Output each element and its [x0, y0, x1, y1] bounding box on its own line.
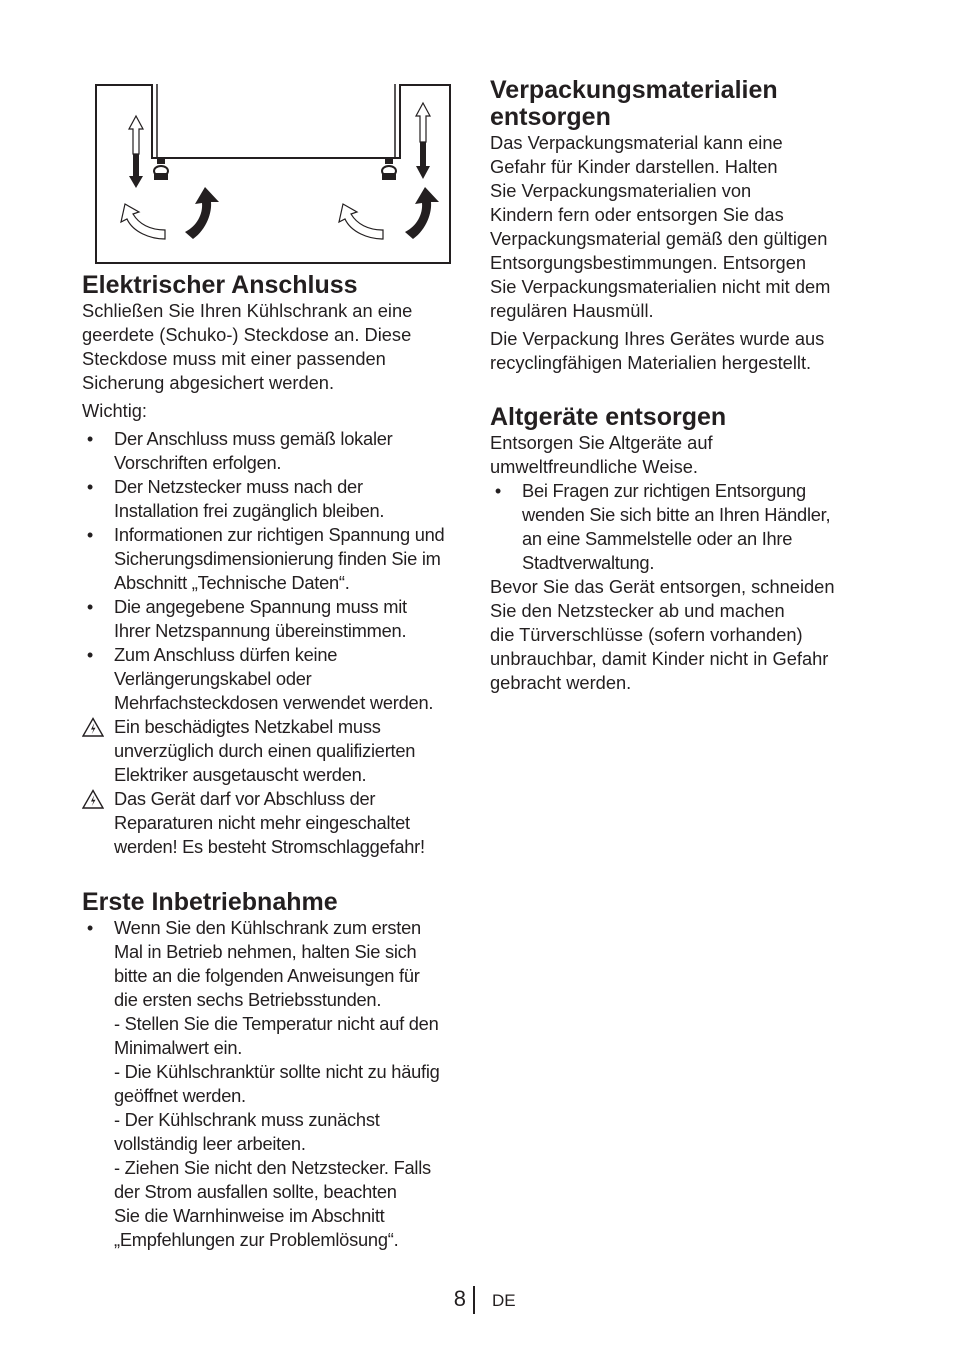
rotate-arrows-left — [121, 187, 219, 239]
list-item: • Bei Fragen zur richtigen Entsorgung wenden Sie sich bitte an Ihren Händler, an eine Sammelstelle oder an Ihre Stadtverwaltung. — [490, 479, 875, 575]
page-number: 8 — [453, 1286, 466, 1311]
list-item: • Zum Anschluss dürfen keine Verlängerungskabel oder Mehrfachsteckdosen verwendet werden. — [82, 643, 467, 715]
warning-triangle-icon — [82, 717, 98, 743]
height-arrow-left — [129, 116, 143, 188]
language-code: DE — [492, 1291, 516, 1310]
height-arrow-right — [416, 103, 430, 179]
warning-triangle-icon — [82, 789, 98, 815]
list-item: • Informationen zur richtigen Spannung und Sicherungsdimensionierung finden Sie im Abschnitt „Technische Daten“. — [82, 523, 467, 595]
packaging-paragraph-2: Die Verpackung Ihres Gerätes wurde aus recyclingfähigen Materialien hergestellt. — [490, 328, 825, 373]
bullet-icon: • — [86, 524, 94, 545]
bullet-icon: • — [86, 917, 94, 938]
important-label: Wichtig: — [82, 400, 148, 421]
list-item: • Wenn Sie den Kühlschrank zum ersten Mal in Betrieb nehmen, halten Sie sich bitte an die folgenden Anweisungen für die ersten sechs Betriebsstunden. - Stellen Sie die Temperatur nicht auf den Minimalwert ein. - Die Kühlschranktür sollte nicht zu häufig geöffnet werden. - Der Kühlschrank muss zunächst vollständig leer arbeiten. - Ziehen Sie nicht den Netzstecker. Falls der Strom ausfallen sollte, beachten Sie die Warnhinweise im Abschnitt „Empfehlungen zur Problemlösung“. — [82, 916, 467, 1252]
leveling-feet-diagram — [95, 84, 451, 264]
old-devices-outro: Bevor Sie das Gerät entsorgen, schneiden Sie den Netzstecker ab und machen die Türverschlüsse (sofern vorhanden) unbrauchbar, damit Kinder nicht in Gefahr gebracht werden. — [490, 576, 835, 693]
fridge-bottom — [152, 84, 400, 158]
list-item: • Der Anschluss muss gemäß lokaler Vorschriften erfolgen. — [82, 427, 467, 475]
bullet-icon: • — [86, 428, 94, 449]
left-column — [82, 84, 467, 1252]
electrical-bullet-list — [82, 427, 467, 859]
list-item: • Die angegebene Spannung muss mit Ihrer Netzspannung übereinstimmen. — [82, 595, 467, 643]
first-use-list — [82, 916, 467, 1252]
bullet-icon: • — [86, 644, 94, 665]
bullet-icon: • — [86, 476, 94, 497]
electrical-connection-heading: Elektrischer Anschluss — [82, 271, 358, 299]
old-devices-intro: Entsorgen Sie Altgeräte auf umweltfreundliche Weise. — [490, 432, 713, 477]
left-foot — [154, 158, 168, 180]
first-use-heading: Erste Inbetriebnahme — [82, 888, 338, 916]
bullet-icon: • — [86, 596, 94, 617]
electrical-intro: Schließen Sie Ihren Kühlschrank an eine geerdete (Schuko-) Steckdose an. Diese Steckdose muss mit einer passenden Sicherung abgesichert werden. — [82, 300, 413, 393]
bullet-icon: • — [494, 480, 502, 501]
right-column — [490, 77, 875, 695]
old-devices-heading: Altgeräte entsorgen — [490, 403, 727, 431]
old-devices-list — [490, 479, 875, 575]
warning-item: Das Gerät darf vor Abschluss der Reparaturen nicht mehr eingeschaltet werden! Es besteht Stromschlaggefahr! — [82, 787, 467, 859]
page-footer — [0, 1286, 954, 1316]
rotate-arrows-right — [339, 187, 439, 239]
packaging-paragraph-1: Das Verpackungsmaterial kann eine Gefahr für Kinder darstellen. Halten Sie Verpackungsmaterialien von Kindern fern oder entsorgen Sie das Verpackungsmaterial gemäß den gültigen Entsorgungsbestimmungen. Entsorgen Sie Verpackungsmaterialien nicht mit dem regulären Hausmüll. — [490, 132, 831, 321]
right-foot — [382, 158, 396, 180]
warning-item: Ein beschädigtes Netzkabel muss unverzüglich durch einen qualifizierten Elektriker ausgetauscht werden. — [82, 715, 467, 787]
packaging-disposal-heading: Verpackungsmaterialien entsorgen — [490, 76, 778, 131]
footer-divider — [473, 1286, 475, 1314]
list-item: • Der Netzstecker muss nach der Installation frei zugänglich bleiben. — [82, 475, 467, 523]
